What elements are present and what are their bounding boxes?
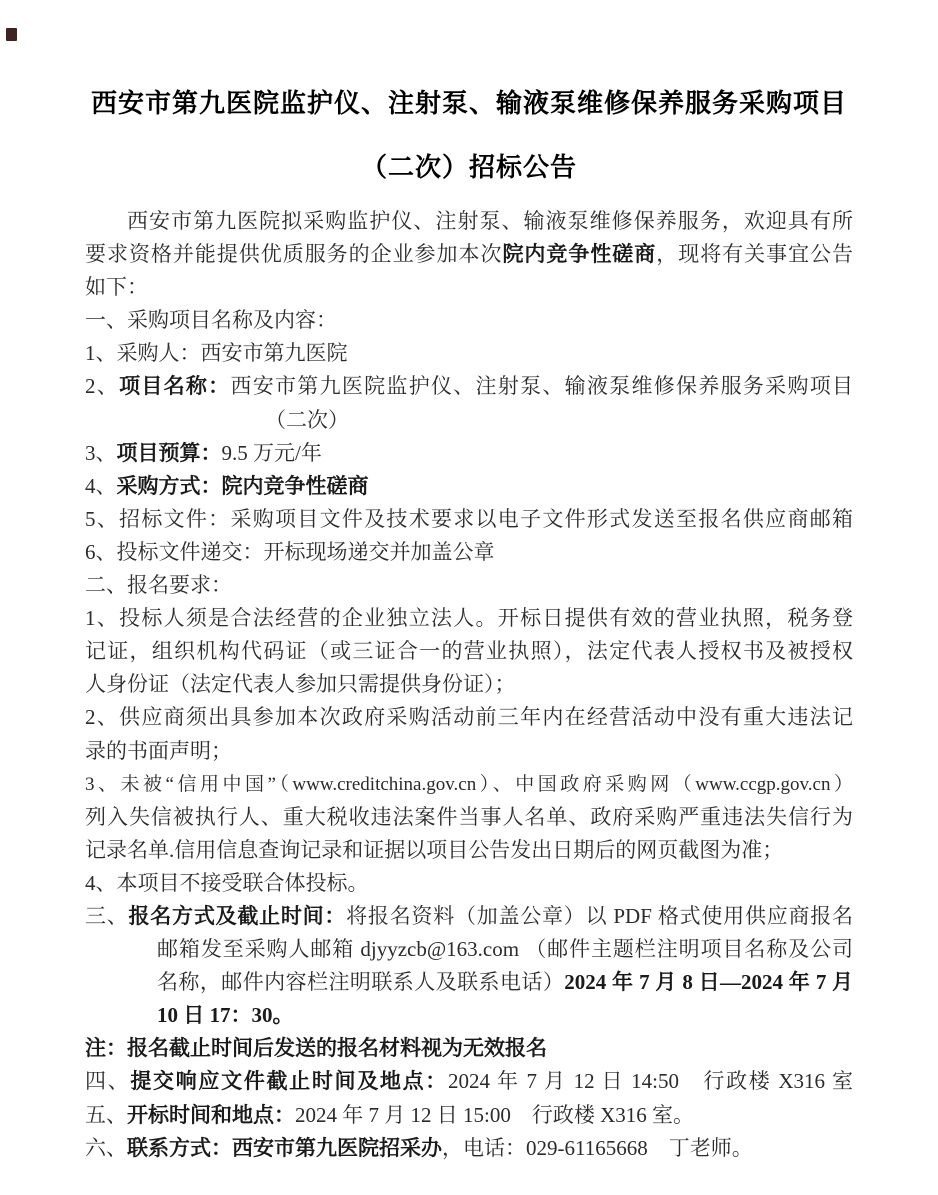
- text-line: [85, 337, 853, 370]
- body-text: （二次）: [265, 407, 349, 432]
- bold-text: 院内竞争性磋商: [502, 242, 657, 267]
- body-text: 人身份证（法定代表人参加只需提供身份证）；: [85, 672, 516, 697]
- text-line: [85, 1132, 853, 1165]
- body-text: 列入失信被执行人、重大税收违法案件当事人名单、政府采购严重违法失信行为: [85, 804, 853, 829]
- text-line: [85, 470, 853, 503]
- text-line: [85, 635, 853, 668]
- text-line: [85, 404, 853, 437]
- text-line: [85, 602, 853, 635]
- bold-text: 报名方式及截止时间：: [128, 903, 347, 928]
- body-text: 五、: [85, 1102, 127, 1127]
- text-line: [85, 271, 853, 304]
- body-text: 3、未被“信用中国”（www.creditchina.gov.cn）、中国政府采购网（www.ccgp.gov.cn）: [85, 773, 853, 795]
- page-artifact: [6, 28, 17, 41]
- body-text: 2、供应商须出具参加本次政府采购活动前三年内在经营活动中没有重大违法记: [85, 705, 853, 730]
- text-line: [85, 735, 853, 768]
- body-text: 记证，组织机构代码证（或三证合一的营业执照），法定代表人授权书及被授权: [85, 639, 853, 664]
- text-line: [85, 1032, 853, 1065]
- title-line-2: （二次）招标公告: [360, 153, 577, 182]
- text-line: [85, 668, 853, 701]
- body-text: 录的书面声明；: [85, 738, 232, 763]
- body-text: 记录名单.信用信息查询记录和证据以项目公告发出日期后的网页截图为准；: [85, 837, 784, 862]
- body-text: 4、: [85, 473, 117, 498]
- body-text: 一、采购项目名称及内容：: [85, 308, 337, 333]
- text-line: [85, 569, 853, 602]
- title-line-1: 西安市第九医院监护仪、注射泵、输液泵维修保养服务采购项目: [90, 89, 847, 118]
- body-text: 6、投标文件递交：开标现场递交并加盖公章: [85, 539, 495, 564]
- body-text: 邮箱发至采购人邮箱 djyyzcb@163.com （邮件主题栏注明项目名称及公司: [157, 937, 853, 962]
- body-text: 9.5 万元/年: [221, 440, 322, 465]
- text-line: [85, 238, 853, 271]
- bold-text: 采购方式：院内竞争性磋商: [116, 473, 369, 498]
- body-text: 三、: [85, 903, 129, 928]
- text-line: [85, 933, 853, 966]
- body-text: 2024 年 7 月 12 日 14:50 行政楼 X316 室: [448, 1069, 853, 1094]
- body-text: 六、: [85, 1135, 127, 1160]
- text-line: [85, 834, 853, 867]
- text-line: [85, 900, 853, 933]
- body-text: 2024 年 7 月 12 日 15:00 行政楼 X316 室。: [295, 1102, 694, 1127]
- bold-text: 项目名称：: [119, 374, 231, 399]
- body-text: 1、采购人：西安市第九医院: [85, 341, 348, 366]
- body-text: ，现将有关事宜公告: [656, 242, 853, 267]
- body-text: 要求资格并能提供优质服务的企业参加本次: [85, 242, 503, 267]
- bold-text: 开标时间和地点：: [127, 1102, 295, 1127]
- bold-text: 项目预算：: [116, 440, 222, 465]
- text-line: [85, 999, 853, 1032]
- text-line: [85, 966, 853, 999]
- body-text: 如下：: [85, 275, 148, 300]
- announcement-title: [85, 72, 853, 200]
- body-text: 将报名资料（加盖公章）以 PDF 格式使用供应商报名: [346, 903, 853, 928]
- bold-text: 注：报名截止时间后发送的报名材料视为无效报名: [85, 1036, 547, 1061]
- bold-text: 提交响应文件截止时间及地点：: [130, 1069, 448, 1094]
- body-text: 2、: [85, 374, 120, 399]
- bold-text: 10 日 17：30。: [157, 1003, 294, 1028]
- text-line: [85, 1099, 853, 1132]
- text-line: [85, 1065, 853, 1098]
- text-line: [85, 801, 853, 834]
- body-text: 二、报名要求：: [85, 573, 232, 598]
- body-text: 西安市第九医院监护仪、注射泵、输液泵维修保养服务采购项目: [230, 374, 853, 399]
- body-text: 3、: [85, 440, 117, 465]
- text-line: [85, 536, 853, 569]
- text-line: [85, 205, 853, 238]
- body-text: 四、: [85, 1069, 131, 1094]
- text-line: [85, 304, 853, 337]
- text-line: [85, 437, 853, 470]
- document-body: [85, 200, 853, 1165]
- body-text: ，电话：029-61165668 丁老师。: [442, 1135, 753, 1160]
- body-text: 西安市第九医院拟采购监护仪、注射泵、输液泵维修保养服务，欢迎具有所: [127, 209, 853, 233]
- text-line: [85, 503, 853, 536]
- body-text: 4、本项目不接受联合体投标。: [85, 870, 369, 895]
- text-line: [85, 370, 853, 403]
- body-text: 5、招标文件：采购项目文件及技术要求以电子文件形式发送至报名供应商邮箱: [85, 506, 853, 531]
- body-text: 名称，邮件内容栏注明联系人及联系电话）: [157, 970, 565, 995]
- bold-text: 2024 年 7 月 8 日—2024 年 7 月: [564, 970, 853, 995]
- text-line: [85, 867, 853, 900]
- body-text: 1、投标人须是合法经营的企业独立法人。开标日提供有效的营业执照，税务登: [85, 606, 853, 631]
- text-line: [85, 768, 853, 801]
- text-line: [85, 701, 853, 734]
- bold-text: 联系方式：西安市第九医院招采办: [127, 1135, 442, 1160]
